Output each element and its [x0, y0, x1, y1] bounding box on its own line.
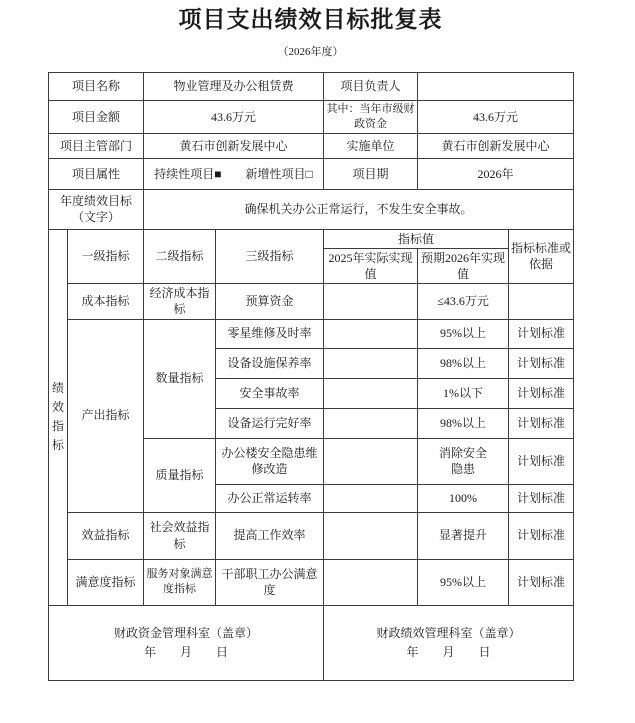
building-safety-level3: 办公楼安全隐患维修改造: [216, 438, 324, 484]
row-benefit-indicator: [49, 512, 574, 559]
row-annual-target: [49, 189, 574, 229]
project-amount-value: 43.6万元: [144, 100, 324, 133]
row-project-amount: [49, 100, 574, 133]
department-label: 项目主管部门: [49, 133, 144, 158]
cost-2025-value: [324, 284, 418, 319]
benefit-level2: 社会效益指标: [144, 512, 216, 559]
satisfaction-2026: 95%以上: [418, 559, 509, 605]
project-amount-label: 项目金额: [49, 100, 144, 133]
row-signatures: [49, 605, 574, 680]
cost-level1: 成本指标: [68, 284, 144, 319]
satisfaction-level3: 干部职工办公满意度: [216, 559, 324, 605]
satisfaction-level2: 服务对象满意度指标: [144, 559, 216, 605]
maintenance-rate-basis: 计划标准: [509, 348, 574, 378]
annual-target-label: 年度绩效目标（文字）: [49, 189, 144, 229]
satisfaction-2025: [324, 559, 418, 605]
row-department: [49, 133, 574, 158]
output-level1: 产出指标: [68, 319, 144, 512]
indicator-value-header: 指标值: [324, 229, 509, 248]
performance-management-date-line: 年 月 日: [406, 644, 491, 659]
row-satisfaction-indicator: [49, 559, 574, 605]
document-page: [48, 0, 573, 681]
city-fund-label: 其中：当年市级财政资金: [324, 100, 418, 133]
cost-level2: 经济成本指标: [144, 284, 216, 319]
level1-indicator-header: 一级指标: [68, 229, 144, 284]
repair-rate-2026: 95%以上: [418, 319, 509, 348]
benefit-level1: 效益指标: [68, 512, 144, 559]
fund-management-date-line: 年 月 日: [144, 644, 229, 659]
expected-2026-header: 预期2026年实现值: [418, 248, 509, 283]
equipment-rate-level3: 设备运行完好率: [216, 408, 324, 438]
cost-level3: 预算资金: [216, 284, 324, 319]
performance-indicator-side-label: 绩效指标: [49, 229, 68, 605]
accident-rate-2025: [324, 378, 418, 408]
project-attribute-value: 持续性项目■ 新增性项目□: [144, 158, 324, 189]
office-operation-basis: 计划标准: [509, 484, 574, 512]
building-safety-basis: 计划标准: [509, 438, 574, 484]
performance-management-signature-cell: [324, 605, 574, 680]
project-attribute-label: 项目属性: [49, 158, 144, 189]
building-safety-2025: [324, 438, 418, 484]
maintenance-rate-2026: 98%以上: [418, 348, 509, 378]
office-operation-2025: [324, 484, 418, 512]
project-name-value: 物业管理及办公租赁费: [144, 72, 324, 100]
page-subtitle: （2026年度）: [277, 45, 344, 58]
city-fund-value: 43.6万元: [418, 100, 574, 133]
repair-rate-2025: [324, 319, 418, 348]
cost-2026-value: ≤43.6万元: [418, 284, 509, 319]
satisfaction-level1: 满意度指标: [68, 559, 144, 605]
approval-form-table: [48, 72, 574, 681]
repair-rate-basis: 计划标准: [509, 319, 574, 348]
accident-rate-2026: 1%以下: [418, 378, 509, 408]
implement-unit-label: 实施单位: [324, 133, 418, 158]
project-period-value: 2026年: [418, 158, 574, 189]
maintenance-rate-level3: 设备设施保养率: [216, 348, 324, 378]
implement-unit-value: 黄石市创新发展中心: [418, 133, 574, 158]
quality-level2: 质量指标: [144, 438, 216, 512]
row-repair-rate: [49, 319, 574, 348]
fund-management-signature-cell: [49, 605, 324, 680]
benefit-2025: [324, 512, 418, 559]
repair-rate-level3: 零星维修及时率: [216, 319, 324, 348]
satisfaction-basis: 计划标准: [509, 559, 574, 605]
department-value: 黄石市创新发展中心: [144, 133, 324, 158]
office-operation-2026: 100%: [418, 484, 509, 512]
level2-indicator-header: 二级指标: [144, 229, 216, 284]
row-project-attribute: [49, 158, 574, 189]
project-period-label: 项目期: [324, 158, 418, 189]
project-name-label: 项目名称: [49, 72, 144, 100]
benefit-basis: 计划标准: [509, 512, 574, 559]
benefit-2026: 显著提升: [418, 512, 509, 559]
cost-basis: [509, 284, 574, 319]
row-indicator-header-1: [49, 229, 574, 248]
equipment-rate-basis: 计划标准: [509, 408, 574, 438]
indicator-basis-header: 指标标准或依据: [509, 229, 574, 284]
annual-target-value: 确保机关办公正常运行，不发生安全事故。: [144, 189, 574, 229]
project-leader-value: [418, 72, 574, 100]
row-project-name: [49, 72, 574, 100]
row-cost-indicator: [49, 284, 574, 319]
building-safety-2026: 消除安全隐患: [418, 438, 509, 484]
benefit-level3: 提高工作效率: [216, 512, 324, 559]
maintenance-rate-2025: [324, 348, 418, 378]
office-operation-level3: 办公正常运转率: [216, 484, 324, 512]
fund-management-office-label: 财政资金管理科室（盖章）: [114, 626, 259, 641]
level3-indicator-header: 三级指标: [216, 229, 324, 284]
performance-management-office-label: 财政绩效管理科室（盖章）: [376, 626, 521, 641]
actual-2025-header: 2025年实际实现值: [324, 248, 418, 283]
accident-rate-level3: 安全事故率: [216, 378, 324, 408]
equipment-rate-2026: 98%以上: [418, 408, 509, 438]
equipment-rate-2025: [324, 408, 418, 438]
project-leader-label: 项目负责人: [324, 72, 418, 100]
quantity-level2: 数量指标: [144, 319, 216, 438]
page-title: 项目支出绩效目标批复表: [178, 7, 443, 32]
accident-rate-basis: 计划标准: [509, 378, 574, 408]
